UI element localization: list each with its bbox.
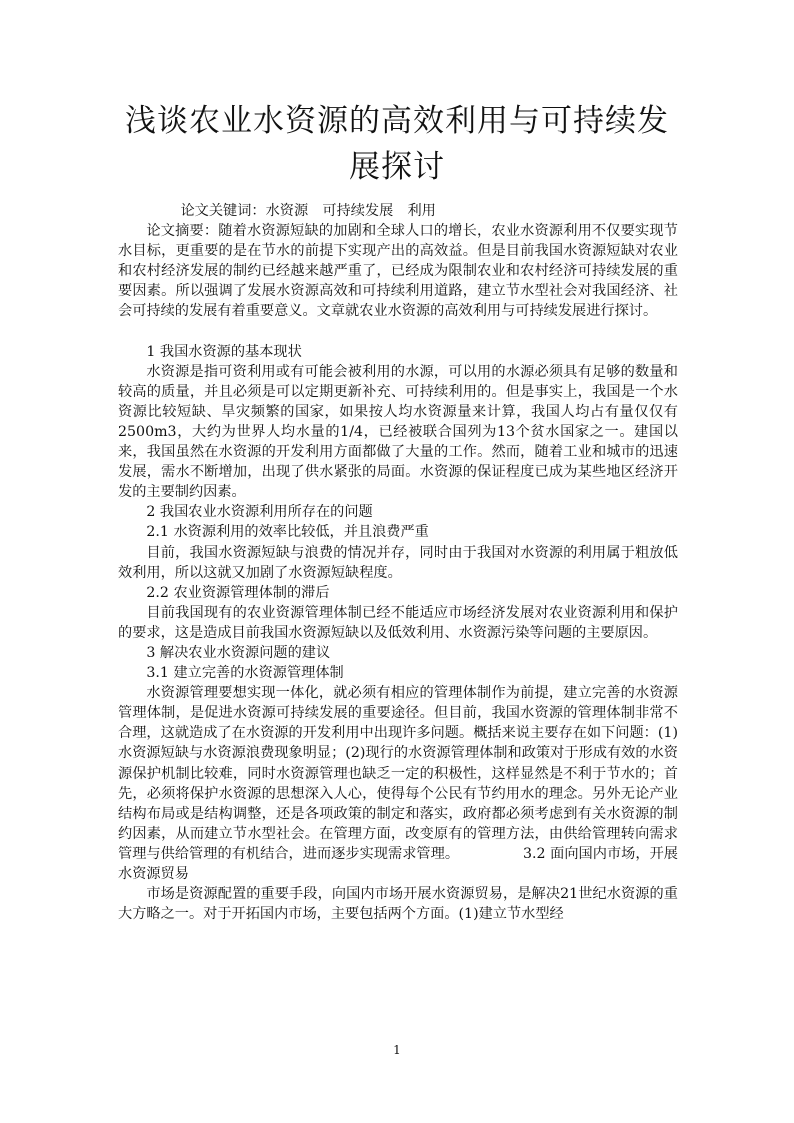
subsection-heading: 3.1 建立完善的水资源管理体制 [146,665,344,682]
page-title: 浅谈农业水资源的高效利用与可持续发展探讨 [125,103,669,185]
document-body [118,201,678,924]
section-paragraph: 水资源是指可资利用或有可能会被利用的水源，可以用的水源必须具有足够的数量和较高的质量，并且必须是可以定期更新补充、可持续利用的。但是事实上，我国是一个水资源比较短缺、旱灾频繁的国家，如果按人均水资源量来计算，我国人均占有量仅仅有2500m3，大约为世界人均水量的1/4，已经被联合国列为13个贫水国家之一。建国以来，我国虽然在水资源的开发利用方面都做了大量的工作。然而，随着工业和城市的迅速发展，需水不断增加，出现了供水紧张的局面。水资源的保证程度已成为某些地区经济开发的主要制约因素。 [118,363,678,501]
section-heading: 3 解决农业水资源问题的建议 [146,644,331,661]
subsection-heading: 2.1 水资源利用的效率比较低，并且浪费严重 [146,524,429,541]
section-paragraph: 目前我国现有的农业资源管理体制已经不能适应市场经济发展对农业资源利用和保护的要求，这是造成目前我国水资源短缺以及低效利用、水资源污染等问题的主要原因。 [118,604,678,641]
abstract-paragraph: 论文摘要：随着水资源短缺的加剧和全球人口的增长，农业水资源利用不仅要实现节水目标，更重要的是在节水的前提下实现产出的高效益。但是目前我国水资源短缺对农业和农村经济发展的制约已经越来越严重了，已经成为限制农业和农村经济可持续发展的重要因素。所以强调了发展水资源高效和可持续利用道路，建立节水型社会对我国经济、社会可持续的发展有着重要意义。文章就农业水资源的高效利用与可持续发展进行探讨。 [118,223,678,320]
section-paragraph: 市场是资源配置的重要手段，向国内市场开展水资源贸易，是解决21世纪水资源的重大方略之一。对于开拓国内市场，主要包括两个方面。(1)建立节水型经 [118,886,678,923]
section-paragraph: 目前，我国水资源短缺与浪费的情况并存，同时由于我国对水资源的利用属于粗放低效利用，所以这就又加剧了水资源短缺程度。 [118,544,678,581]
section-paragraph: 水资源管理要想实现一体化，就必须有相应的管理体制作为前提，建立完善的水资源管理体制，是促进水资源可持续发展的重要途径。但目前，我国水资源的管理体制非常不合理，这就造成了在水资源的开发利用中出现许多问题。概括来说主要存在如下问题：(1)水资源短缺与水资源浪费现象明显；(2)现行的水资源管理体制和政策对于形成有效的水资源保护机制比较难，同时水资源管理也缺乏一定的积极性，这样显然是不利于节水的；首先，必须将保护水资源的思想深入人心，使得每个公民有节约用水的理念。另外无论产业结构布局或是结构调整，还是各项政策的制定和落实，政府都必须考虑到有关水资源的制约因素，从而建立节水型社会。在管理方面，改变原有的管理方法，由供给管理转向需求管理与供给管理的有机结合，进而逐步实现需求管理。 3.2 面向国内市场，开展水资源贸易 [118,685,678,882]
subsection-heading: 2.2 农业资源管理体制的滞后 [146,584,330,601]
keywords-line: 论文关键词：水资源 可持续发展 利用 [180,203,436,219]
section-heading: 2 我国农业水资源利用所存在的问题 [146,504,373,521]
paragraph-gap [118,322,678,342]
section-heading: 1 我国水资源的基本现状 [146,343,302,360]
page-number: 1 [393,1043,401,1057]
